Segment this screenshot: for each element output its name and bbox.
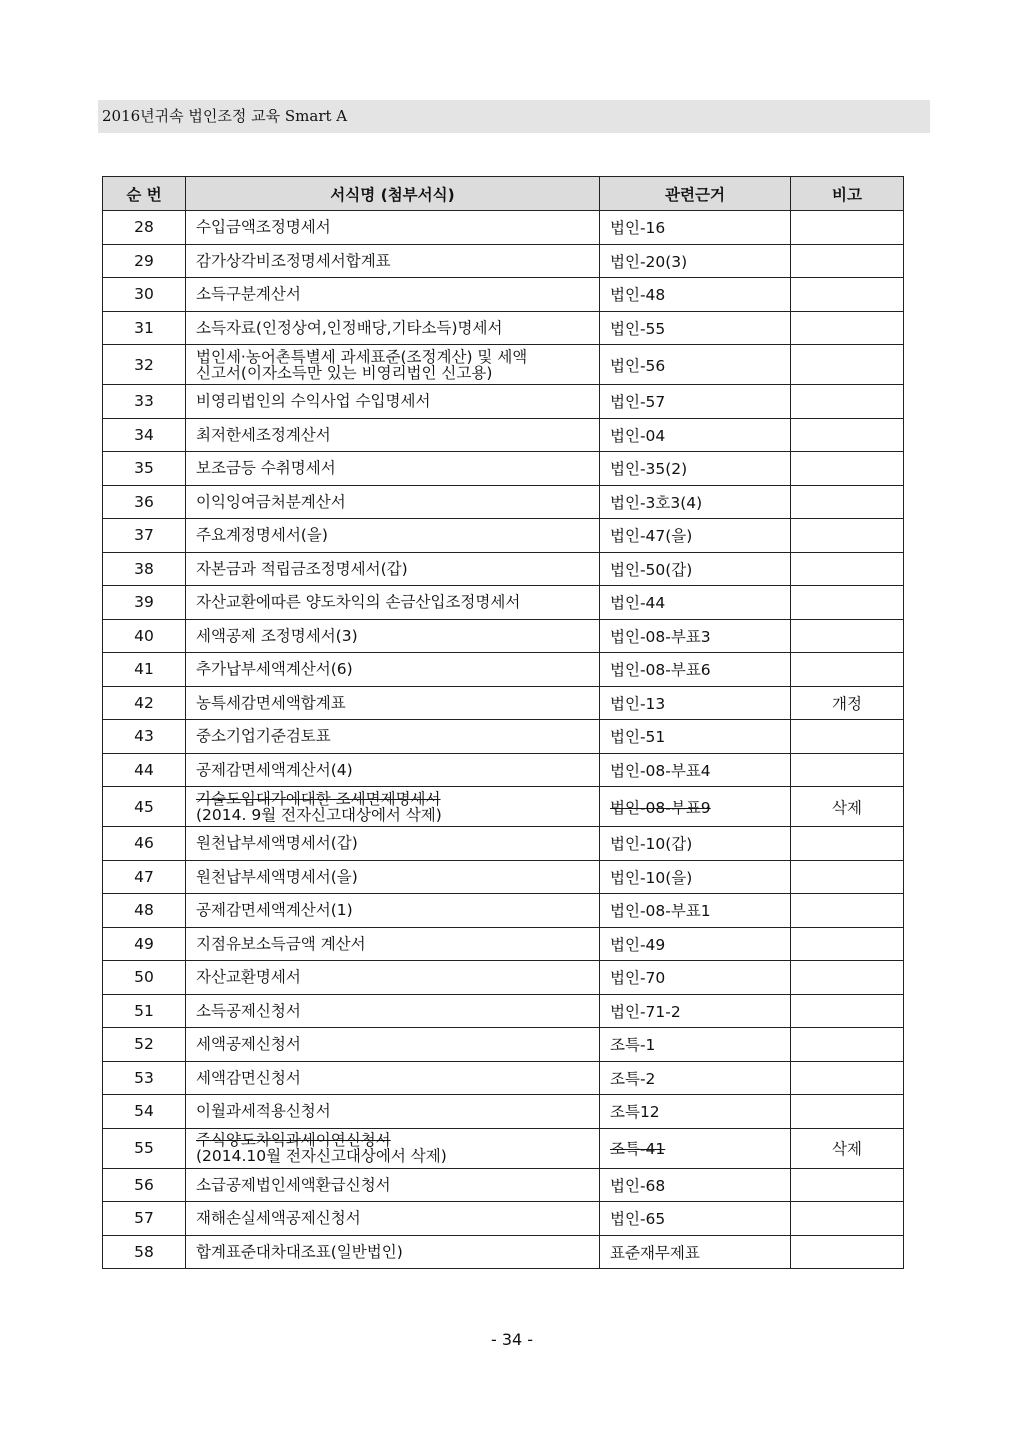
legal-basis: 법인-48 <box>600 278 791 312</box>
table-row <box>103 385 904 419</box>
note <box>791 860 904 894</box>
row-number: 32 <box>103 345 186 385</box>
row-number: 45 <box>103 787 186 827</box>
row-number: 47 <box>103 860 186 894</box>
table-row <box>103 1061 904 1095</box>
col-header-note: 비고 <box>791 177 904 211</box>
legal-basis: 조특-1 <box>600 1028 791 1062</box>
row-number: 42 <box>103 686 186 720</box>
form-name-line: 이익잉여금처분계산서 <box>196 492 346 511</box>
table-row <box>103 827 904 861</box>
legal-basis: 법인-57 <box>600 385 791 419</box>
note <box>791 418 904 452</box>
row-number: 48 <box>103 894 186 928</box>
legal-basis: 법인-35(2) <box>600 452 791 486</box>
row-number: 37 <box>103 519 186 553</box>
table-row <box>103 1028 904 1062</box>
legal-basis: 법인-65 <box>600 1202 791 1236</box>
legal-basis: 법인-51 <box>600 720 791 754</box>
table-row <box>103 244 904 278</box>
note <box>791 827 904 861</box>
row-number: 34 <box>103 418 186 452</box>
legal-basis: 법인-10(갑) <box>600 827 791 861</box>
form-name-line: (2014. 9월 전자신고대상에서 삭제) <box>196 805 442 824</box>
table-row <box>103 1095 904 1129</box>
form-name <box>186 1235 600 1269</box>
legal-basis: 법인-16 <box>600 211 791 245</box>
row-number: 31 <box>103 311 186 345</box>
form-name <box>186 1095 600 1129</box>
form-name-line: 재해손실세액공제신청서 <box>196 1209 361 1228</box>
row-number: 40 <box>103 619 186 653</box>
form-name <box>186 485 600 519</box>
form-name-line: 법인세·농어촌특별세 과세표준(조정계산) 및 세액 <box>196 347 528 366</box>
legal-basis: 조특12 <box>600 1095 791 1129</box>
form-name <box>186 418 600 452</box>
legal-basis: 법인-08-부표9 <box>600 787 791 827</box>
legal-basis: 법인-08-부표6 <box>600 653 791 687</box>
row-number: 29 <box>103 244 186 278</box>
form-name <box>186 345 600 385</box>
form-name-line: 소득공제신청서 <box>196 1001 301 1020</box>
table-row <box>103 211 904 245</box>
row-number: 43 <box>103 720 186 754</box>
table-row <box>103 1235 904 1269</box>
row-number: 55 <box>103 1128 186 1168</box>
row-number: 53 <box>103 1061 186 1095</box>
form-name-line: 감가상각비조정명세서합계표 <box>196 251 391 270</box>
legal-basis: 법인-08-부표3 <box>600 619 791 653</box>
form-name <box>186 619 600 653</box>
note <box>791 345 904 385</box>
note <box>791 1202 904 1236</box>
table-row <box>103 653 904 687</box>
form-name-line: 원천납부세액명세서(을) <box>196 867 358 886</box>
form-name-line: 중소기업기준검토표 <box>196 727 331 746</box>
table-row <box>103 311 904 345</box>
table-row <box>103 586 904 620</box>
legal-basis: 법인-71-2 <box>600 994 791 1028</box>
form-name-line: 주요계정명세서(을) <box>196 526 328 545</box>
table-row <box>103 927 904 961</box>
legal-basis: 조특-2 <box>600 1061 791 1095</box>
form-name-line: 지점유보소득금액 계산서 <box>196 934 366 953</box>
table-row <box>103 619 904 653</box>
row-number: 46 <box>103 827 186 861</box>
form-name <box>186 686 600 720</box>
form-name <box>186 1202 600 1236</box>
table-row <box>103 787 904 827</box>
note <box>791 519 904 553</box>
page-number: - 34 - <box>490 1330 534 1349</box>
form-table <box>102 176 904 1269</box>
form-name-line: 신고서(이자소득만 있는 비영리법인 신고용) <box>196 363 493 382</box>
form-name-line: 이월과세적용신청서 <box>196 1102 331 1121</box>
note <box>791 552 904 586</box>
form-name-line: 추가납부세액계산서(6) <box>196 660 353 679</box>
note <box>791 1095 904 1129</box>
row-number: 58 <box>103 1235 186 1269</box>
table-row <box>103 686 904 720</box>
note <box>791 311 904 345</box>
form-name <box>186 787 600 827</box>
note: 삭제 <box>791 787 904 827</box>
form-name <box>186 519 600 553</box>
form-name <box>186 385 600 419</box>
form-name <box>186 1061 600 1095</box>
table-header-row <box>103 177 904 211</box>
form-name-line: 최저한세조정계산서 <box>196 425 331 444</box>
table-row <box>103 1202 904 1236</box>
form-name-line: 수입금액조정명세서 <box>196 218 331 237</box>
form-name-line: (2014.10월 전자신고대상에서 삭제) <box>196 1147 447 1165</box>
table-row <box>103 552 904 586</box>
note <box>791 1235 904 1269</box>
form-name <box>186 311 600 345</box>
form-name-line: 세액공제신청서 <box>196 1035 301 1054</box>
table-row <box>103 753 904 787</box>
legal-basis: 법인-04 <box>600 418 791 452</box>
form-name-line: 농특세감면세액합계표 <box>196 693 346 712</box>
form-name <box>186 1168 600 1202</box>
col-header-form-name: 서식명 (첨부서식) <box>186 177 600 211</box>
legal-basis: 법인-10(을) <box>600 860 791 894</box>
form-name-line: 비영리법인의 수익사업 수입명세서 <box>196 392 431 411</box>
form-name-line: 보조금등 수취명세서 <box>196 459 336 478</box>
form-name <box>186 860 600 894</box>
legal-basis: 법인-49 <box>600 927 791 961</box>
note: 삭제 <box>791 1128 904 1168</box>
table-row <box>103 894 904 928</box>
note <box>791 1061 904 1095</box>
form-name <box>186 994 600 1028</box>
form-name <box>186 244 600 278</box>
table-row <box>103 1128 904 1168</box>
note <box>791 385 904 419</box>
form-name <box>186 452 600 486</box>
row-number: 41 <box>103 653 186 687</box>
row-number: 52 <box>103 1028 186 1062</box>
table-row <box>103 519 904 553</box>
row-number: 51 <box>103 994 186 1028</box>
form-name-line: 소급공제법인세액환급신청서 <box>196 1175 391 1194</box>
row-number: 36 <box>103 485 186 519</box>
form-name <box>186 1128 600 1168</box>
document-header: 2016년귀속 법인조정 교육 Smart A <box>98 100 930 133</box>
form-name-line: 자산교환명세서 <box>196 968 301 987</box>
form-name <box>186 552 600 586</box>
legal-basis: 법인-47(을) <box>600 519 791 553</box>
table-row <box>103 860 904 894</box>
form-name <box>186 1028 600 1062</box>
note <box>791 720 904 754</box>
row-number: 50 <box>103 961 186 995</box>
note <box>791 1168 904 1202</box>
form-name <box>186 653 600 687</box>
table-row <box>103 961 904 995</box>
legal-basis: 법인-56 <box>600 345 791 385</box>
form-name-line: 소득자료(인정상여,인정배당,기타소득)명세서 <box>196 318 503 337</box>
legal-basis: 법인-20(3) <box>600 244 791 278</box>
note <box>791 753 904 787</box>
legal-basis: 법인-70 <box>600 961 791 995</box>
form-name <box>186 927 600 961</box>
row-number: 28 <box>103 211 186 245</box>
form-name-line: 주식양도차익과세이연신청서 <box>196 1131 391 1149</box>
note <box>791 1028 904 1062</box>
form-name-line: 공제감면세액계산서(1) <box>196 901 353 920</box>
form-name-line: 기술도입대가에대한 조세면제명세서 <box>196 789 441 808</box>
note <box>791 653 904 687</box>
legal-basis: 법인-68 <box>600 1168 791 1202</box>
legal-basis: 법인-50(갑) <box>600 552 791 586</box>
row-number: 30 <box>103 278 186 312</box>
note <box>791 278 904 312</box>
legal-basis: 법인-13 <box>600 686 791 720</box>
form-name <box>186 753 600 787</box>
col-header-number: 순 번 <box>103 177 186 211</box>
row-number: 33 <box>103 385 186 419</box>
form-name-line: 자산교환에따른 양도차익의 손금산입조정명세서 <box>196 593 521 612</box>
table-row <box>103 418 904 452</box>
note <box>791 994 904 1028</box>
row-number: 56 <box>103 1168 186 1202</box>
legal-basis: 법인-3호3(4) <box>600 485 791 519</box>
table-row <box>103 485 904 519</box>
table-row <box>103 720 904 754</box>
legal-basis: 법인-55 <box>600 311 791 345</box>
row-number: 44 <box>103 753 186 787</box>
table-row <box>103 452 904 486</box>
table-row <box>103 278 904 312</box>
legal-basis: 법인-08-부표1 <box>600 894 791 928</box>
form-name-line: 원천납부세액명세서(갑) <box>196 834 358 853</box>
row-number: 35 <box>103 452 186 486</box>
form-name-line: 세액감면신청서 <box>196 1068 301 1087</box>
row-number: 38 <box>103 552 186 586</box>
row-number: 54 <box>103 1095 186 1129</box>
form-name <box>186 894 600 928</box>
form-name <box>186 961 600 995</box>
note <box>791 586 904 620</box>
legal-basis: 표준재무제표 <box>600 1235 791 1269</box>
note <box>791 485 904 519</box>
note <box>791 452 904 486</box>
form-name-line: 자본금과 적립금조정명세서(갑) <box>196 559 408 578</box>
note <box>791 619 904 653</box>
form-name <box>186 211 600 245</box>
form-name-line: 소득구분계산서 <box>196 285 301 304</box>
col-header-basis: 관련근거 <box>600 177 791 211</box>
note <box>791 927 904 961</box>
form-name <box>186 827 600 861</box>
table-row <box>103 1168 904 1202</box>
form-name <box>186 720 600 754</box>
legal-basis: 조특-41 <box>600 1128 791 1168</box>
form-name <box>186 278 600 312</box>
note <box>791 244 904 278</box>
form-name <box>186 586 600 620</box>
table-row <box>103 345 904 385</box>
note <box>791 211 904 245</box>
row-number: 49 <box>103 927 186 961</box>
legal-basis: 법인-08-부표4 <box>600 753 791 787</box>
note: 개정 <box>791 686 904 720</box>
form-name-line: 공제감면세액계산서(4) <box>196 760 353 779</box>
table-row <box>103 994 904 1028</box>
row-number: 39 <box>103 586 186 620</box>
form-name-line: 합계표준대차대조표(일반법인) <box>196 1242 403 1261</box>
note <box>791 961 904 995</box>
note <box>791 894 904 928</box>
legal-basis: 법인-44 <box>600 586 791 620</box>
row-number: 57 <box>103 1202 186 1236</box>
form-name-line: 세액공제 조정명세서(3) <box>196 626 358 645</box>
